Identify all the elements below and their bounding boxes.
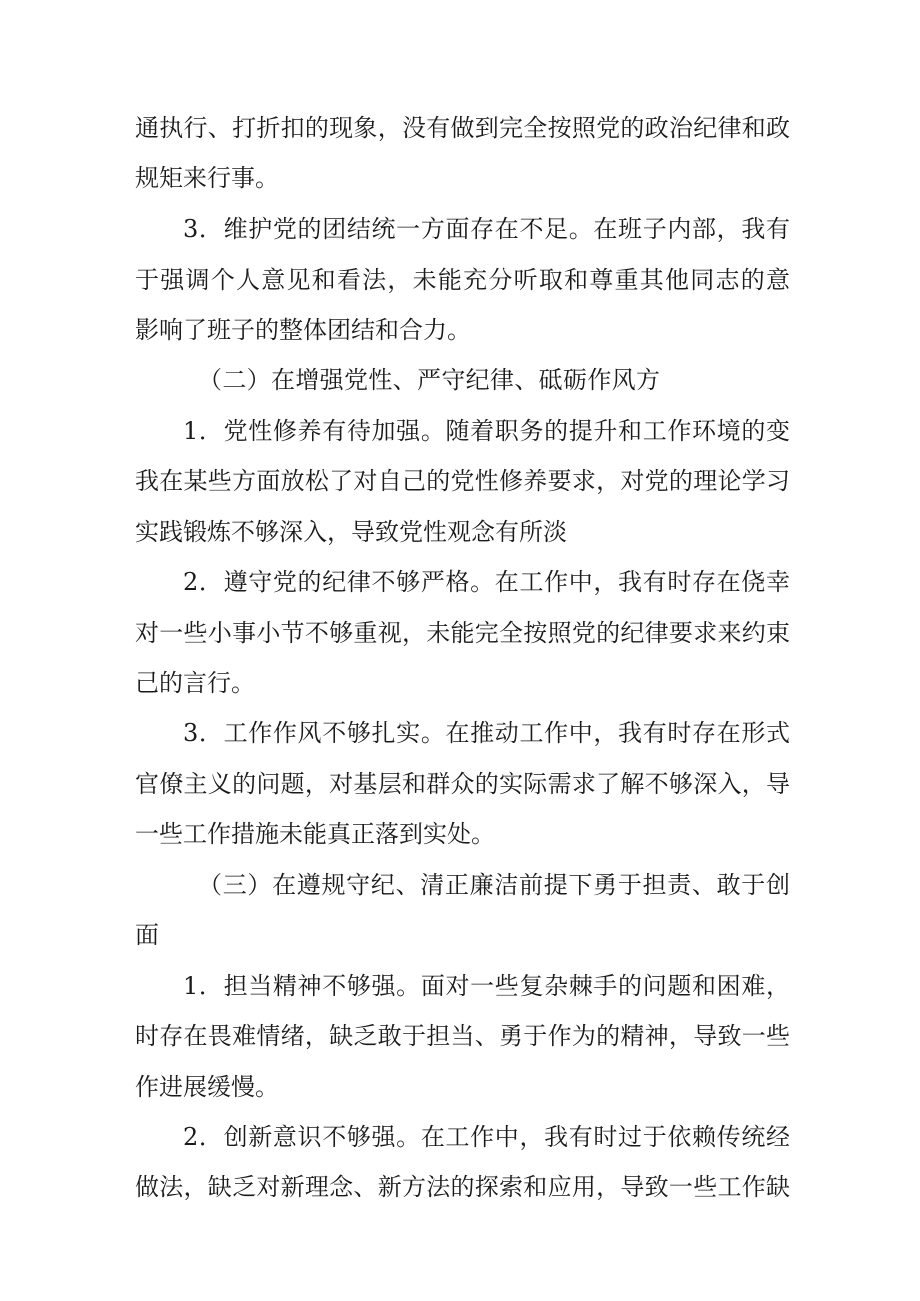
text-line [0, 812, 920, 856]
section-heading-2 [0, 358, 920, 402]
line-text: 影响了班子的整体团结和合力。 [135, 316, 471, 344]
line-text: 1．党性修养有待加强。随着职务的提升和工作环境的变 [183, 417, 790, 445]
line-text: 实践锻炼不够深入，导致党性观念有所淡 [135, 518, 567, 546]
list-item-2-line-1 [0, 560, 920, 604]
line-text: 做法，缺乏对新理念、新方法的探索和应用，导致一些工作缺 [135, 1173, 790, 1201]
text-line [0, 661, 920, 705]
line-text: 官僚主义的问题，对基层和群众的实际需求了解不够深入，导 [135, 770, 790, 798]
heading-text: （二）在增强党性、严守纪律、砥砺作风方 [198, 366, 660, 394]
text-line [0, 258, 920, 302]
line-text: 2．创新意识不够强。在工作中，我有时过于依赖传统经 [183, 1123, 790, 1151]
line-text: 己的言行。 [135, 669, 255, 697]
heading-text: （三）在遵规守纪、清正廉洁前提下勇于担责、敢于创 [198, 871, 790, 899]
line-text: 作进展缓慢。 [135, 1073, 279, 1101]
line-text: 我在某些方面放松了对自己的党性修养要求，对党的理论学习 [135, 467, 790, 495]
text-line [0, 1165, 920, 1209]
text-line [0, 308, 920, 352]
text-line [0, 913, 920, 957]
list-item-3-line-1 [0, 207, 920, 251]
text-line [0, 1014, 920, 1058]
list-item-1-line-1 [0, 409, 920, 453]
line-text: 时存在畏难情绪，缺乏敢于担当、勇于作为的精神，导致一些 [135, 1022, 790, 1050]
line-text: 面 [135, 921, 159, 949]
line-text: 对一些小事小节不够重视，未能完全按照党的纪律要求来约束 [135, 619, 790, 647]
list-item-2-line-1 [0, 1115, 920, 1159]
line-text: 规矩来行事。 [135, 164, 279, 192]
text-line [0, 459, 920, 503]
text-line [0, 1065, 920, 1109]
section-heading-3 [0, 863, 920, 907]
line-text: 2．遵守党的纪律不够严格。在工作中，我有时存在侥幸 [183, 568, 790, 596]
text-line [0, 106, 920, 150]
line-text: 通执行、打折扣的现象，没有做到完全按照党的政治纪律和政 [135, 114, 790, 142]
list-item-1-line-1 [0, 964, 920, 1008]
list-item-3-line-1 [0, 711, 920, 755]
line-text: 3．工作作风不够扎实。在推动工作中，我有时存在形式 [183, 719, 790, 747]
line-text: 1．担当精神不够强。面对一些复杂棘手的问题和困难， [183, 972, 790, 1000]
text-line [0, 156, 920, 200]
text-line [0, 611, 920, 655]
text-line [0, 762, 920, 806]
text-line [0, 510, 920, 554]
line-text: 于强调个人意见和看法，未能充分听取和尊重其他同志的意 [135, 266, 790, 294]
line-text: 3．维护党的团结统一方面存在不足。在班子内部，我有 [183, 215, 790, 243]
line-text: 一些工作措施未能真正落到实处。 [135, 820, 495, 848]
